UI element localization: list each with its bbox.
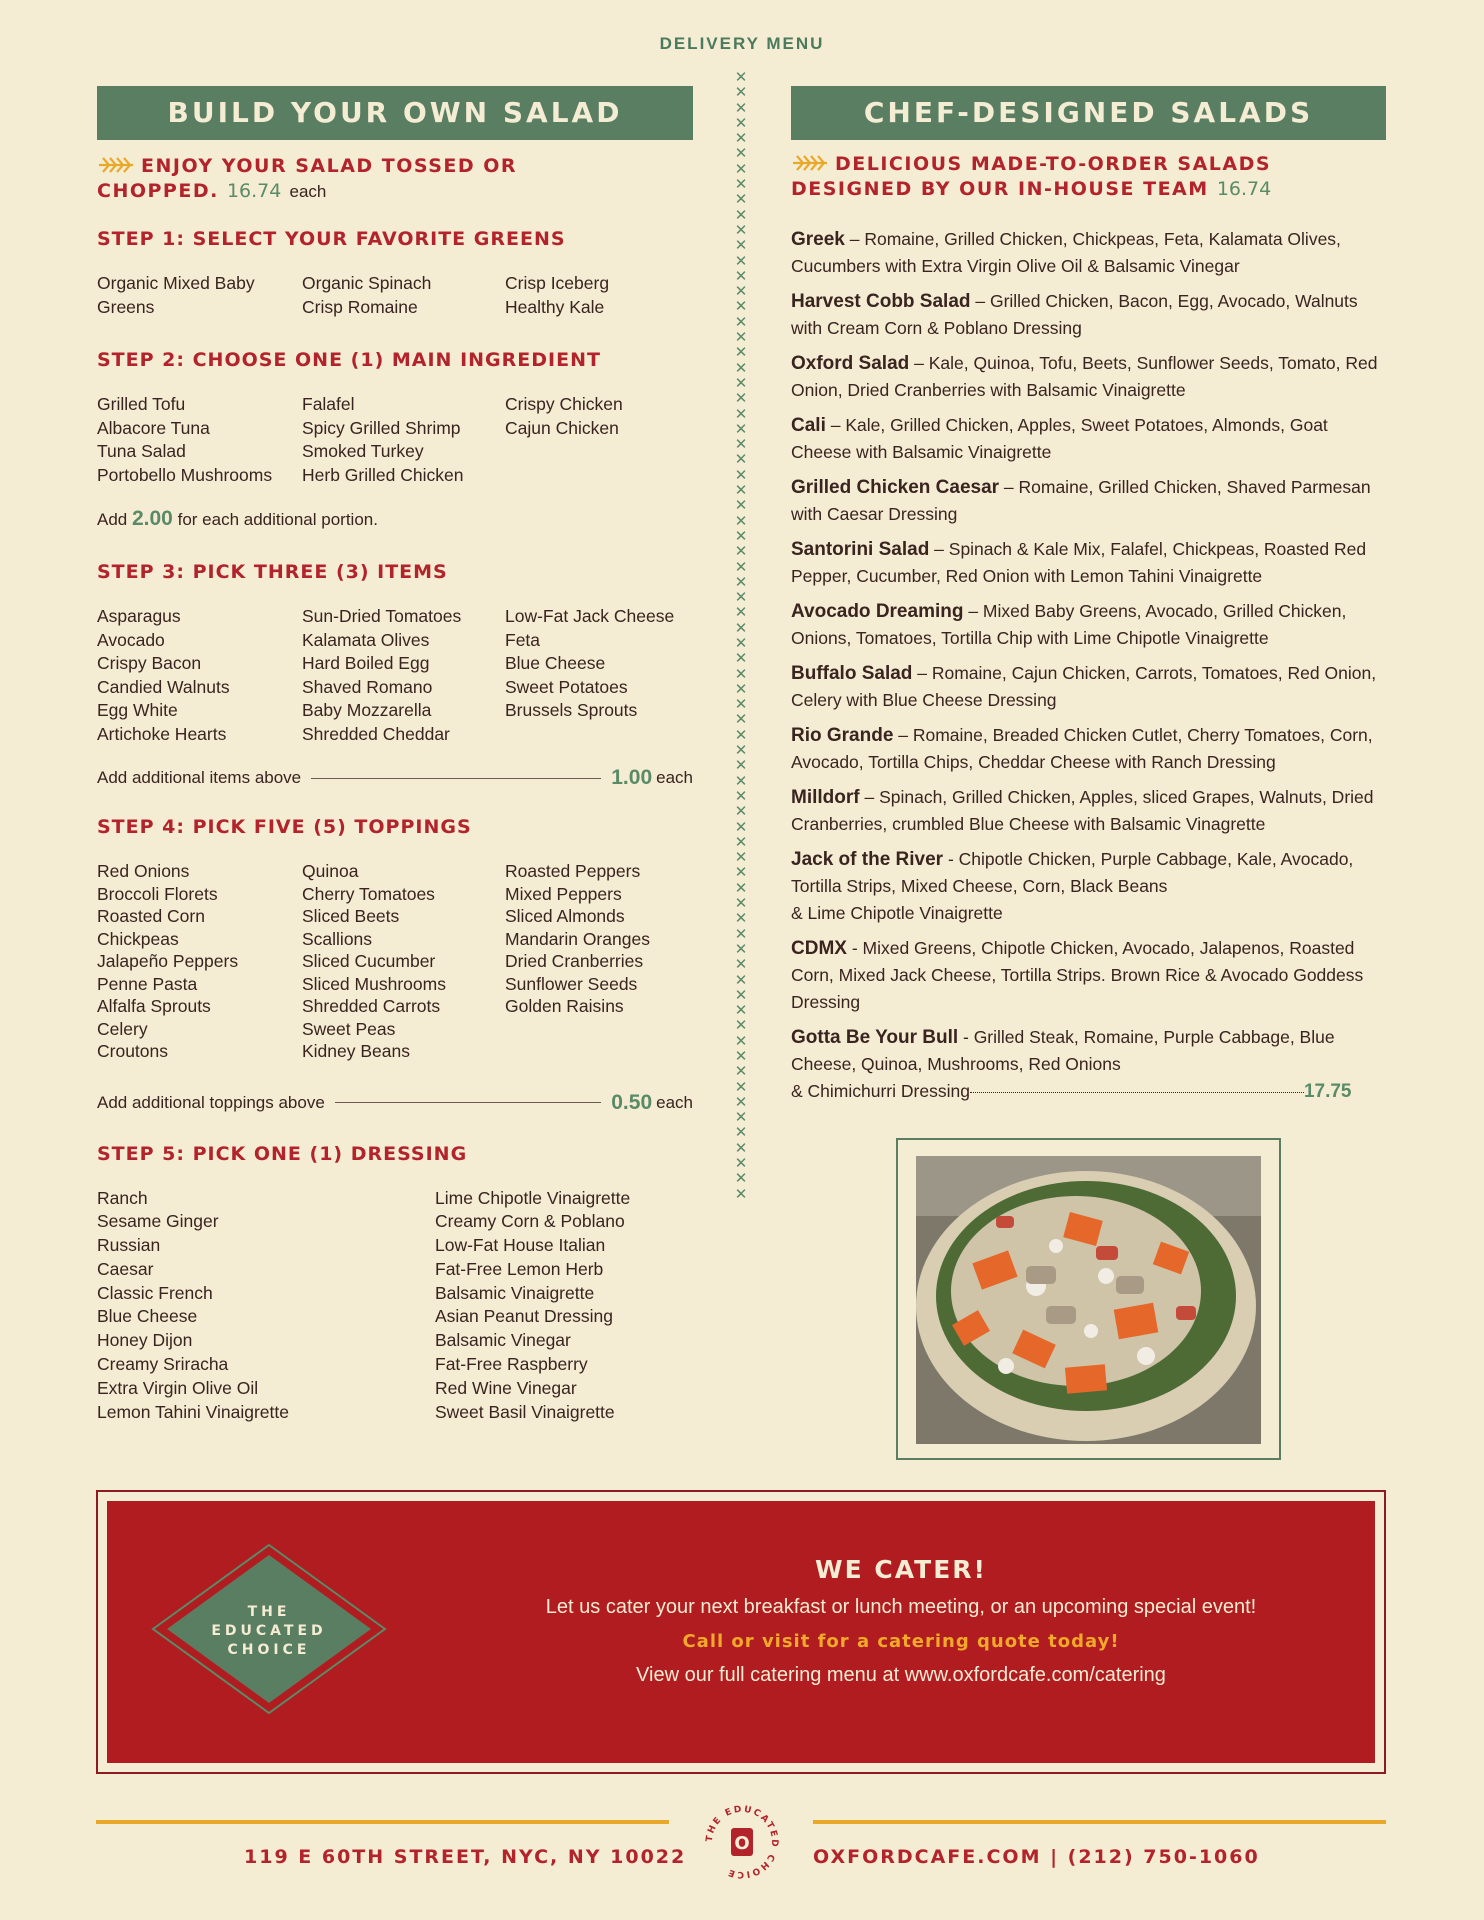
option-item: Sliced Cucumber <box>302 951 436 971</box>
option-item: Ranch <box>97 1187 148 1208</box>
divider-x-icon: ✕ <box>734 405 748 423</box>
option-item: Organic Spinach <box>302 273 432 293</box>
divider-x-icon: ✕ <box>734 849 748 867</box>
salad-item <box>791 412 1386 466</box>
divider-x-icon: ✕ <box>734 283 748 301</box>
divider-x-icon: ✕ <box>734 634 748 652</box>
seal-icon <box>700 1800 784 1884</box>
divider-x-icon: ✕ <box>734 650 748 668</box>
option-item: Candied Walnuts <box>97 676 230 697</box>
option-item: Fat-Free Raspberry <box>435 1354 588 1375</box>
option-item: Sweet Potatoes <box>505 676 628 697</box>
salad-item <box>791 474 1386 528</box>
divider-x-icon: ✕ <box>734 420 748 438</box>
divider-x-icon: ✕ <box>734 1002 748 1020</box>
step1-options <box>97 272 693 319</box>
step2-col3 <box>505 393 693 487</box>
divider-x-icon: ✕ <box>734 84 748 102</box>
option-item: Sun-Dried Tomatoes <box>302 606 462 626</box>
salad-desc: – Romaine, Grilled Chicken, Chickpeas, Feta, Kalamata Olives, Cucumbers with Extra Virgin Olive Oil & Balsamic Vinegar <box>791 229 1341 276</box>
option-item: Falafel <box>302 394 355 414</box>
divider-x-icon: ✕ <box>734 1032 748 1050</box>
option-item: Crispy Bacon <box>97 653 202 673</box>
salad-item <box>791 598 1386 652</box>
divider-x-icon: ✕ <box>734 114 748 132</box>
option-item: Tuna Salad <box>97 441 186 461</box>
option-item: Quinoa <box>302 861 359 881</box>
chef-designed-section <box>791 86 1386 1113</box>
salad-name: Greek <box>791 229 845 250</box>
option-item: Chickpeas <box>97 928 179 949</box>
step3-add-amount: 1.00 <box>611 766 653 789</box>
option-item: Smoked Turkey <box>302 441 424 461</box>
salad-item <box>791 536 1386 590</box>
divider-x-icon: ✕ <box>734 696 748 714</box>
step4-col3 <box>505 860 693 1063</box>
divider-x-icon: ✕ <box>734 99 748 117</box>
option-item: Sliced Mushrooms <box>302 973 446 994</box>
option-item: Egg White <box>97 700 178 720</box>
divider-x-icon: ✕ <box>734 160 748 178</box>
divider-x-icon: ✕ <box>734 895 748 913</box>
option-item: Blue Cheese <box>505 653 606 673</box>
divider-x-icon: ✕ <box>734 451 748 469</box>
step1-col1 <box>97 272 302 319</box>
divider-x-icon: ✕ <box>734 1093 748 1111</box>
step3-col3 <box>505 605 693 746</box>
build-intro-line1: ENJOY YOUR SALAD TOSSED OR <box>141 155 518 177</box>
divider-x-icon: ✕ <box>734 833 748 851</box>
salad-desc: - Grilled Steak, Romaine, Purple Cabbage, Blue Cheese, Quinoa, Mushrooms, Red Onions <box>791 1027 1335 1074</box>
chef-price: 16.74 <box>1216 178 1272 200</box>
option-item: Grilled Tofu <box>97 394 186 414</box>
option-item: Classic French <box>97 1282 213 1303</box>
option-item: Shredded Cheddar <box>302 723 450 744</box>
option-item: Russian <box>97 1235 161 1256</box>
option-item: Roasted Peppers <box>505 861 641 881</box>
salad-item <box>791 226 1386 280</box>
step1-col2 <box>302 272 505 319</box>
divider-x-icon: ✕ <box>734 864 748 882</box>
option-item: Crisp Romaine <box>302 296 418 317</box>
salad-desc: – Spinach & Kale Mix, Falafel, Chickpeas, Roasted Red Pepper, Cucumber, Red Onion with Lemon Tahini Vinaigrette <box>791 539 1367 586</box>
option-item: Lime Chipotle Vinaigrette <box>435 1187 631 1208</box>
step4-add-amount: 0.50 <box>611 1090 653 1114</box>
divider-x-icon: ✕ <box>734 925 748 943</box>
option-item: Artichoke Hearts <box>97 723 227 744</box>
option-item: Sliced Beets <box>302 906 400 926</box>
option-item: Sesame Ginger <box>97 1211 219 1232</box>
divider-x-icon: ✕ <box>734 910 748 928</box>
salad-name: Santorini Salad <box>791 539 930 560</box>
option-item: Shredded Carrots <box>302 996 441 1016</box>
salad-desc: – Romaine, Cajun Chicken, Carrots, Tomatoes, Red Onion, Celery with Blue Cheese Dressing <box>791 663 1377 710</box>
divider-x-icon: ✕ <box>734 680 748 698</box>
option-item: Caesar <box>97 1258 154 1279</box>
divider-x-icon: ✕ <box>734 742 748 760</box>
option-item: Portobello Mushrooms <box>97 464 273 485</box>
option-item: Red Onions <box>97 861 190 881</box>
option-item: Croutons <box>97 1041 169 1061</box>
divider-x-icon: ✕ <box>734 206 748 224</box>
chef-designed-banner: CHEF-DESIGNED SALADS <box>791 86 1386 140</box>
catering-text <box>447 1555 1355 1687</box>
option-item: Fat-Free Lemon Herb <box>435 1258 604 1279</box>
option-item: Spicy Grilled Shrimp <box>302 417 461 438</box>
divider-x-icon: ✕ <box>734 1170 748 1188</box>
salad-item-gotta-be-your-bull <box>791 1024 1386 1105</box>
option-item: Creamy Corn & Poblano <box>435 1211 625 1232</box>
option-item: Lemon Tahini Vinaigrette <box>97 1401 289 1422</box>
salad-name: Jack of the River <box>791 849 944 870</box>
option-item: Albacore Tuna <box>97 417 210 438</box>
step2-title: STEP 2: CHOOSE ONE (1) MAIN INGREDIENT <box>97 349 601 371</box>
divider-x-icon: ✕ <box>734 1109 748 1127</box>
salad-desc: – Mixed Baby Greens, Avocado, Grilled Chicken, Onions, Tomatoes, Tortilla Chip with Lime Chipotle Vinaigrette <box>791 601 1347 648</box>
option-item: Sweet Basil Vinaigrette <box>435 1401 615 1422</box>
option-item: Organic Mixed Baby <box>97 273 255 293</box>
salad-item <box>791 784 1386 838</box>
build-each: each <box>289 182 327 201</box>
divider-x-icon: ✕ <box>734 344 748 362</box>
salad-desc-cont: & Chimichurri Dressing <box>791 1081 970 1101</box>
salad-name: Grilled Chicken Caesar <box>791 477 1000 498</box>
salad-item <box>791 350 1386 404</box>
divider-x-icon: ✕ <box>734 267 748 285</box>
option-item: Herb Grilled Chicken <box>302 464 464 485</box>
step2-options <box>97 393 693 487</box>
option-item: Dried Cranberries <box>505 951 644 971</box>
divider-x-icon: ✕ <box>734 956 748 974</box>
step5-title: STEP 5: PICK ONE (1) DRESSING <box>97 1142 468 1165</box>
option-item: Red Wine Vinegar <box>435 1377 577 1398</box>
salad-name: Cali <box>791 415 826 436</box>
option-item: Asparagus <box>97 606 181 626</box>
dot-leader <box>970 1092 1304 1093</box>
footer-address: 119 E 60TH STREET, NYC, NY 10022 <box>244 1846 687 1868</box>
divider-x-icon: ✕ <box>734 329 748 347</box>
salad-name: Oxford Salad <box>791 353 910 374</box>
divider-x-icon: ✕ <box>734 1063 748 1081</box>
option-item: Feta <box>505 629 541 650</box>
seal-text: THE EDUCATED CHOICE <box>704 1804 780 1880</box>
divider-x-icon: ✕ <box>734 589 748 607</box>
divider-x-icon: ✕ <box>734 237 748 255</box>
option-item: Sliced Almonds <box>505 906 625 926</box>
option-item: Mandarin Oranges <box>505 928 650 949</box>
salad-item <box>791 660 1386 714</box>
footer-rule-left <box>96 1820 669 1824</box>
divider-x-icon: ✕ <box>734 1155 748 1173</box>
step1-col3 <box>505 272 693 319</box>
catering-call: Call or visit for a catering quote today! <box>682 1631 1120 1652</box>
step2-add-note <box>97 507 693 531</box>
step4-add-label: Add additional toppings above <box>97 1092 325 1112</box>
divider-x-icon: ✕ <box>734 573 748 591</box>
divider-x-icon: ✕ <box>734 986 748 1004</box>
step3-add-each: each <box>656 768 693 787</box>
divider-x-icon: ✕ <box>734 604 748 622</box>
option-item: Crispy Chicken <box>505 394 623 414</box>
divider-x-icon: ✕ <box>734 466 748 484</box>
logo-text <box>149 1603 389 1660</box>
salad-item <box>791 846 1386 927</box>
divider-x-icon: ✕ <box>734 497 748 515</box>
salad-photo-frame <box>896 1138 1281 1460</box>
option-item: Greens <box>97 296 155 317</box>
wheat-icon <box>791 154 829 172</box>
step3-col2 <box>302 605 505 746</box>
option-item: Healthy Kale <box>505 296 605 317</box>
salad-name: CDMX <box>791 938 847 959</box>
seal-letter: O <box>734 1833 750 1854</box>
option-item: Scallions <box>302 928 373 949</box>
step2-col1 <box>97 393 302 487</box>
divider-x-icon: ✕ <box>734 374 748 392</box>
salad-name: Rio Grande <box>791 725 894 746</box>
build-your-own-banner: BUILD YOUR OWN SALAD <box>97 86 693 140</box>
divider-x-icon: ✕ <box>734 527 748 545</box>
divider-x-icon: ✕ <box>734 436 748 454</box>
salad-item <box>791 288 1386 342</box>
option-item: Low-Fat House Italian <box>435 1235 606 1256</box>
salad-name: Avocado Dreaming <box>791 601 964 622</box>
divider-x-icon: ✕ <box>734 191 748 209</box>
catering-panel <box>107 1501 1375 1763</box>
wheat-icon <box>97 156 135 174</box>
step4-col2 <box>302 860 505 1063</box>
salad-item <box>791 935 1386 1016</box>
step2-note-suffix: for each additional portion. <box>177 510 378 529</box>
build-price: 16.74 <box>226 180 282 202</box>
option-item: Baby Mozzarella <box>302 700 432 720</box>
divider-x-icon: ✕ <box>734 558 748 576</box>
option-item: Celery <box>97 1018 148 1039</box>
divider-x-icon: ✕ <box>734 1124 748 1142</box>
divider-x-icon: ✕ <box>734 145 748 163</box>
divider-x-icon: ✕ <box>734 252 748 270</box>
chef-intro-line2: DESIGNED BY OUR IN-HOUSE TEAM <box>791 178 1209 200</box>
option-item: Balsamic Vinaigrette <box>435 1282 595 1303</box>
footer-rule-right <box>813 1820 1386 1824</box>
divider-x-icon: ✕ <box>734 1078 748 1096</box>
chef-intro <box>791 152 1386 202</box>
option-item: Mixed Peppers <box>505 883 622 904</box>
salad-desc: – Romaine, Breaded Chicken Cutlet, Cherry Tomatoes, Corn, Avocado, Tortilla Chips, Cheddar Cheese with Ranch Dressing <box>791 725 1373 772</box>
option-item: Crisp Iceberg <box>505 273 610 293</box>
option-item: Sweet Peas <box>302 1018 396 1039</box>
option-item: Kidney Beans <box>302 1041 410 1061</box>
step2-note-amount: 2.00 <box>131 507 173 530</box>
step3-title: STEP 3: PICK THREE (3) ITEMS <box>97 561 448 583</box>
build-intro <box>97 154 693 204</box>
option-item: Balsamic Vinegar <box>435 1330 571 1351</box>
catering-title: WE CATER! <box>815 1555 987 1584</box>
option-item: Brussels Sprouts <box>505 700 638 720</box>
divider-x-icon: ✕ <box>734 940 748 958</box>
option-item: Alfalfa Sprouts <box>97 996 211 1016</box>
step5-col1 <box>97 1187 435 1425</box>
build-your-own-section <box>97 86 693 1424</box>
divider-x-icon: ✕ <box>734 619 748 637</box>
divider-x-icon: ✕ <box>734 298 748 316</box>
option-item: Honey Dijon <box>97 1330 193 1351</box>
option-item: Roasted Corn <box>97 906 205 926</box>
option-item: Blue Cheese <box>97 1306 198 1327</box>
divider-x-icon: ✕ <box>734 221 748 239</box>
divider-x-icon: ✕ <box>734 482 748 500</box>
salad-desc-cont: & Lime Chipotle Vinaigrette <box>791 903 1003 923</box>
catering-line1: Let us cater your next breakfast or lunch meeting, or an upcoming special event! <box>545 1596 1257 1618</box>
divider-x-icon: ✕ <box>734 130 748 148</box>
page-label: DELIVERY MENU <box>659 34 825 53</box>
divider-x-icon: ✕ <box>734 313 748 331</box>
salad-price: 17.75 <box>1303 1081 1352 1102</box>
catering-section <box>96 1490 1386 1774</box>
option-item: Cherry Tomatoes <box>302 883 435 904</box>
divider-x-icon: ✕ <box>734 1185 748 1203</box>
step3-options <box>97 605 693 746</box>
salad-bowl-illustration <box>916 1156 1261 1444</box>
footer-contact: OXFORDCAFE.COM | (212) 750-1060 <box>813 1846 1260 1868</box>
divider-x-icon: ✕ <box>734 1048 748 1065</box>
salad-list <box>791 226 1386 1016</box>
option-item: Creamy Sriracha <box>97 1354 229 1375</box>
divider-x-icon: ✕ <box>734 803 748 821</box>
leader-rule <box>311 778 601 779</box>
option-item: Sunflower Seeds <box>505 973 638 994</box>
divider-x-icon: ✕ <box>734 757 748 775</box>
salad-photo <box>916 1156 1261 1444</box>
salad-desc: – Grilled Chicken, Bacon, Egg, Avocado, Walnuts with Cream Corn & Poblano Dressing <box>791 291 1358 338</box>
build-intro-line2: CHOPPED. <box>97 180 219 202</box>
divider-x-icon: ✕ <box>734 787 748 805</box>
step2-note-prefix: Add <box>97 510 128 529</box>
step4-options <box>97 860 693 1063</box>
option-item: Jalapeño Peppers <box>97 951 239 971</box>
salad-item <box>791 722 1386 776</box>
salad-desc: – Kale, Quinoa, Tofu, Beets, Sunflower Seeds, Tomato, Red Onion, Dried Cranberries with Balsamic Vinaigrette <box>791 353 1378 400</box>
divider-x-icon: ✕ <box>734 359 748 377</box>
salad-desc: – Spinach, Grilled Chicken, Apples, sliced Grapes, Walnuts, Dried Cranberries, crumbled Blue Cheese with Balsamic Vinagrette <box>791 787 1374 834</box>
step5-col2 <box>435 1187 693 1425</box>
option-item: Penne Pasta <box>97 973 198 994</box>
step4-col1 <box>97 860 302 1063</box>
salad-desc: - Mixed Greens, Chipotle Chicken, Avocado, Jalapenos, Roasted Corn, Mixed Jack Cheese, Tortilla Strips. Brown Rice & Avocado Goddess Dressing <box>791 938 1364 1012</box>
divider-x-icon: ✕ <box>734 971 748 989</box>
step3-col1 <box>97 605 302 746</box>
divider-x-icon: ✕ <box>734 711 748 729</box>
step4-title: STEP 4: PICK FIVE (5) TOPPINGS <box>97 816 472 838</box>
option-item: Shaved Romano <box>302 676 433 697</box>
salad-desc: - Chipotle Chicken, Purple Cabbage, Kale, Avocado, Tortilla Strips, Mixed Cheese, Corn, Black Beans <box>791 849 1354 896</box>
step4-add-each: each <box>656 1092 693 1112</box>
logo-line3: CHOICE <box>227 1642 311 1658</box>
salad-name: Gotta Be Your Bull <box>791 1027 959 1048</box>
divider-x-icon: ✕ <box>734 879 748 897</box>
option-item: Broccoli Florets <box>97 883 218 904</box>
step2-col2 <box>302 393 505 487</box>
chef-intro-line1: DELICIOUS MADE-TO-ORDER SALADS <box>835 153 1272 175</box>
option-item: Cajun Chicken <box>505 417 619 438</box>
salad-name: Milldorf <box>791 787 860 808</box>
divider-x-icon: ✕ <box>734 665 748 683</box>
step3-add-line <box>97 766 693 790</box>
step5-options <box>97 1187 693 1425</box>
salad-desc: – Kale, Grilled Chicken, Apples, Sweet Potatoes, Almonds, Goat Cheese with Balsamic Vinaigrette <box>791 415 1328 462</box>
option-item: Hard Boiled Egg <box>302 653 430 673</box>
logo-line2: EDUCATED <box>211 1623 327 1639</box>
option-item: Kalamata Olives <box>302 629 430 650</box>
option-item: Extra Virgin Olive Oil <box>97 1377 259 1398</box>
divider-x-icon: ✕ <box>734 818 748 836</box>
divider-x-icon: ✕ <box>734 1139 748 1157</box>
divider-x-icon: ✕ <box>734 69 748 86</box>
salad-name: Harvest Cobb Salad <box>791 291 971 312</box>
divider-x-icon: ✕ <box>734 726 748 744</box>
option-item: Asian Peanut Dressing <box>435 1306 614 1327</box>
divider-x-icon: ✕ <box>734 772 748 790</box>
divider-x-icon: ✕ <box>734 543 748 561</box>
catering-line2: View our full catering menu at www.oxfordcafe.com/catering <box>636 1664 1166 1686</box>
option-item: Avocado <box>97 629 165 650</box>
salad-name: Buffalo Salad <box>791 663 913 684</box>
option-item: Golden Raisins <box>505 996 624 1016</box>
step3-add-label: Add additional items above <box>97 768 302 787</box>
option-item: Low-Fat Jack Cheese <box>505 606 675 626</box>
step1-title: STEP 1: SELECT YOUR FAVORITE GREENS <box>97 228 566 250</box>
leader-rule <box>335 1102 601 1103</box>
divider-x-icon: ✕ <box>734 1017 748 1035</box>
column-divider <box>730 70 752 1202</box>
step4-add-line <box>97 1091 693 1115</box>
divider-x-icon: ✕ <box>734 512 748 530</box>
divider-x-icon: ✕ <box>734 390 748 408</box>
salad-desc: – Romaine, Grilled Chicken, Shaved Parmesan with Caesar Dressing <box>791 477 1371 524</box>
logo-line1: THE <box>247 1604 291 1620</box>
divider-x-icon: ✕ <box>734 176 748 194</box>
